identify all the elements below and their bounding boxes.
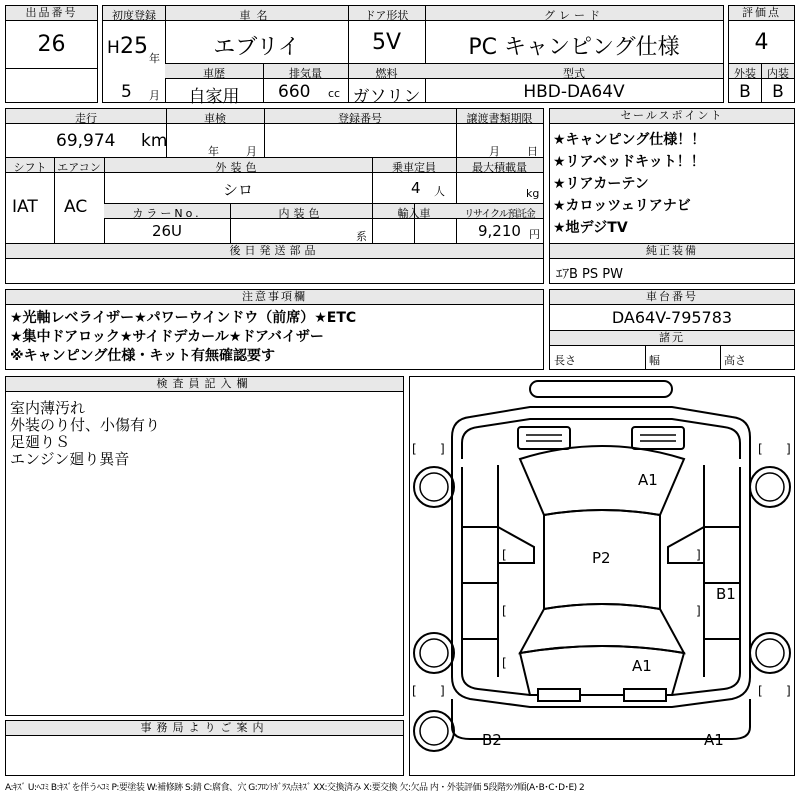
svg-text:]: ] <box>786 442 791 456</box>
svg-text:]: ] <box>696 604 701 618</box>
sales-item: ★リアベッドキット！！ <box>553 154 705 170</box>
first-reg-month: 5 <box>121 82 132 102</box>
color-no: 26U <box>151 222 183 240</box>
fuel-label: 燃料 <box>375 67 398 80</box>
inspector-note: 室内薄汚れ <box>10 399 86 417</box>
transfer-month-unit: 月 <box>489 145 500 158</box>
capacity: 4 <box>411 179 421 197</box>
caution-label: 注意事項欄 <box>6 290 543 305</box>
damage-mark: A1 <box>638 471 658 489</box>
main-info-box <box>102 5 724 107</box>
svg-text:]: ] <box>786 684 791 698</box>
damage-mark: A1 <box>704 731 724 749</box>
svg-text:[: [ <box>758 684 763 698</box>
ac: AC <box>64 197 88 217</box>
damage-mark: P2 <box>592 549 611 567</box>
car-name-label: 車名 <box>239 9 274 22</box>
legend-text: A:ｷｽﾞ U:ﾍｺﾐ B:ｷｽﾞを伴うﾍｺﾐ P:要塗装 W:補修跡 S:錆 C:腐食、穴 G:ﾌﾛﾝﾄｶﾞﾗｽ点ｷｽﾞ XX:交換済み X:要交換 欠:欠品 内・外装評価 5段階ﾗﾝｸ順(A･B･C･D･E) 2 <box>5 783 585 793</box>
caution-line: ★集中ドアロック★サイドデカール★ドアバイザー <box>10 329 324 345</box>
chassis-label: 車台番号 <box>550 290 794 305</box>
office-box <box>5 720 404 776</box>
import-label: 輸入車 <box>397 207 431 220</box>
svg-text:[: [ <box>412 684 417 698</box>
exterior-label: 外装 <box>734 67 756 80</box>
capacity-label: 乗車定員 <box>392 161 436 174</box>
grade: PC キャンピング仕様 <box>468 35 680 60</box>
vehicle-detail-box <box>5 108 544 284</box>
damage-mark: A1 <box>632 657 652 675</box>
ac-label: エアコン <box>57 161 101 174</box>
width-label: 幅 <box>649 354 660 367</box>
first-reg-label: 初度登録 <box>112 9 156 22</box>
car-name: エブリイ <box>213 35 300 60</box>
inspector-note: エンジン廻り異音 <box>10 450 130 468</box>
caution-line: ★光軸レベライザー★パワーウインドウ（前席）★ETC <box>10 310 357 326</box>
shift-label: シフト <box>13 161 47 174</box>
lot-number: 26 <box>37 32 66 57</box>
year-unit: 年 <box>149 52 160 65</box>
int-color-unit: 系 <box>356 230 367 243</box>
recycle-amount: 9,210 <box>478 222 521 240</box>
equipment: ｴｱB PS PW <box>556 267 623 282</box>
sales-item: ★キャンピング仕様！！ <box>553 132 706 148</box>
svg-text:[: [ <box>502 656 507 670</box>
length-label: 長さ <box>554 354 576 367</box>
transfer-label: 譲渡書類期限 <box>466 112 533 125</box>
insp-month-unit: 月 <box>246 145 257 158</box>
sales-item: ★カロッツェリアナビ <box>553 198 691 214</box>
caution-line: ※キャンピング仕様・キット有無確認要す <box>10 348 276 364</box>
load-label: 最大積載量 <box>472 161 527 174</box>
exterior-grade: B <box>739 82 751 102</box>
damage-mark: B2 <box>482 731 502 749</box>
history-label: 車歴 <box>203 67 225 80</box>
mileage-unit: km <box>141 131 168 151</box>
svg-text:]: ] <box>696 548 701 562</box>
svg-text:]: ] <box>440 684 445 698</box>
mileage-label: 走行 <box>75 112 97 125</box>
door-type: 5V <box>371 30 402 55</box>
recycle-unit: 円 <box>529 228 540 241</box>
damage-mark: B1 <box>716 585 736 603</box>
load-unit: kg <box>526 187 540 200</box>
sales-label: セールスポイント <box>550 109 794 124</box>
displacement: 660 <box>278 82 311 102</box>
interior-label: 内装 <box>767 67 789 80</box>
first-reg-year: 25 <box>120 34 148 59</box>
inspector-label: 検査員記入欄 <box>6 377 403 392</box>
chassis-number: DA64V-795783 <box>611 308 733 327</box>
interior-grade: B <box>772 82 784 102</box>
door-label: ドア形状 <box>364 9 409 22</box>
caution-box <box>5 289 544 370</box>
sales-item: ★地デジTV <box>553 220 628 236</box>
plate-label: 登録番号 <box>338 112 382 125</box>
month-unit: 月 <box>149 89 160 102</box>
sales-item: ★リアカーテン <box>553 176 649 192</box>
height-label: 高さ <box>724 354 746 367</box>
capacity-unit: 人 <box>434 185 445 198</box>
inspection-label: 車検 <box>204 112 226 125</box>
damage-diagram <box>409 376 795 776</box>
insp-year-unit: 年 <box>208 145 219 158</box>
model-label: 型式 <box>563 67 585 80</box>
int-color-label: 内装色 <box>278 207 324 220</box>
equipment-label: 純正装備 <box>550 244 794 259</box>
fuel: ガソリン <box>352 87 421 107</box>
score-box <box>728 5 795 103</box>
svg-text:[: [ <box>758 442 763 456</box>
recycle-label: リサイクル預託金 <box>464 209 535 220</box>
lot-box <box>5 5 98 103</box>
color-label: 外装色 <box>215 161 261 174</box>
lot-label: 出品番号 <box>6 6 97 21</box>
transfer-day-unit: 日 <box>527 145 538 158</box>
sales-point-box <box>549 108 795 284</box>
grade-label: グレード <box>544 9 604 22</box>
history: 自家用 <box>188 87 240 107</box>
svg-text:[: [ <box>502 604 507 618</box>
color-no-label: カラーNo. <box>132 207 202 220</box>
svg-text:]: ] <box>440 442 445 456</box>
displacement-unit: cc <box>328 87 341 100</box>
mileage: 69,974 <box>56 131 116 151</box>
score-label: 評価点 <box>729 6 794 21</box>
office-label: 事務局よりご案内 <box>6 721 403 736</box>
shift: IAT <box>12 197 38 217</box>
era: H <box>107 38 120 58</box>
model-code: HBD-DA64V <box>523 82 625 102</box>
svg-text:[: [ <box>502 548 507 562</box>
chassis-box <box>549 289 795 370</box>
displacement-label: 排気量 <box>289 67 322 80</box>
color: シロ <box>222 181 253 199</box>
inspector-note: 外装のり付、小傷有り <box>10 416 161 434</box>
svg-text:[: [ <box>412 442 417 456</box>
score: 4 <box>754 30 769 55</box>
car-outline-diagram <box>410 377 794 775</box>
inspector-note: 足廻りＳ <box>10 433 71 451</box>
dims-label: 諸元 <box>550 331 794 346</box>
later-parts-label: 後日発送部品 <box>6 244 543 259</box>
inspector-box <box>5 376 404 716</box>
